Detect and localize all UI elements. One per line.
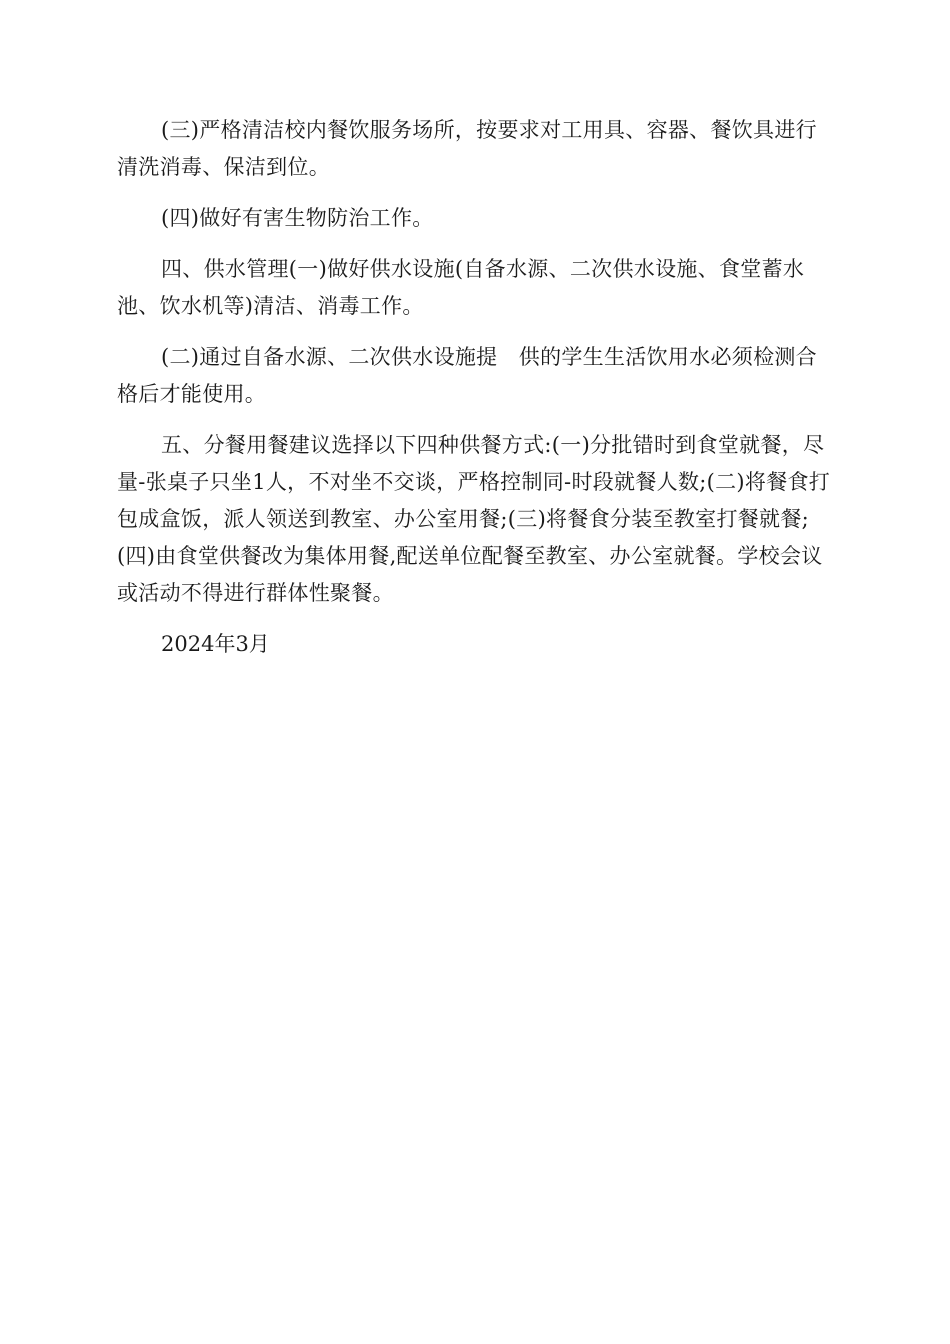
paragraph-cleaning: (三)严格清洁校内餐饮服务场所，按要求对工用具、容器、餐饮具进行清洗消毒、保洁到位。 <box>117 118 817 179</box>
paragraph-meal-service: 五、分餐用餐建议选择以下四种供餐方式:(一)分批错时到食堂就餐，尽量-张桌子只坐1人，不对坐不交谈，严格控制同-时段就餐人数;(二)将餐食打包成盒饭，派人领送到教室、办公室用餐;(三)将餐食分装至教室打餐就餐;(四)由食堂供餐改为集体用餐,配送单位配餐至教室、办公室就餐。学校会议或活动不得进行群体性聚餐。 <box>117 433 831 605</box>
paragraph-water-testing: (二)通过自备水源、二次供水设施提 供的学生生活饮用水必须检测合格后才能使用。 <box>117 345 817 406</box>
paragraph-water-supply: 四、供水管理(一)做好供水设施(自备水源、二次供水设施、食堂蓄水池、饮水机等)清洁、消毒工作。 <box>117 257 805 318</box>
paragraph-pest-control: (四)做好有害生物防治工作。 <box>161 206 434 230</box>
document-date: 2024年3月 <box>161 632 270 656</box>
document-body <box>117 112 833 663</box>
